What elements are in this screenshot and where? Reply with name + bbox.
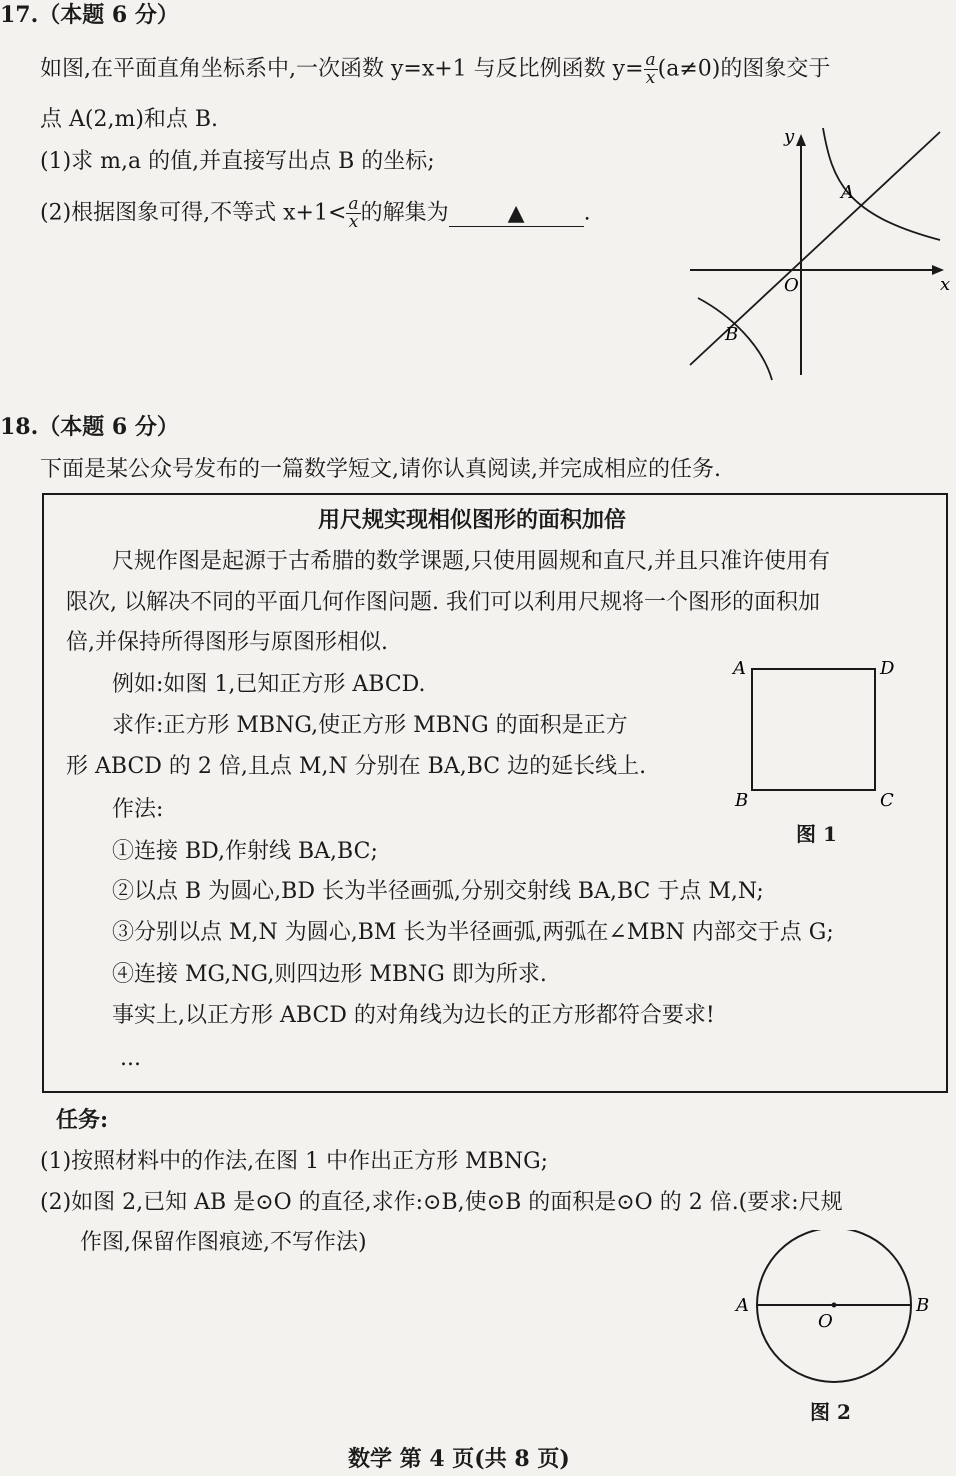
page-footer: 数学 第 4 页(共 8 页) — [348, 1446, 570, 1472]
article-fact: 事实上,以正方形 ABCD 的对角线为边长的正方形都符合要求! — [112, 1003, 715, 1028]
answer-blank[interactable] — [449, 202, 584, 227]
q18-title: 18.（本题 6 分） — [0, 414, 179, 440]
tasks-title: 任务: — [56, 1107, 109, 1133]
article-step2: ②以点 B 为圆心,BD 长为半径画弧,分别交射线 BA,BC 于点 M,N; — [112, 879, 764, 904]
fig2-label-o: O — [818, 1311, 833, 1332]
article-ellipsis: ... — [120, 1046, 141, 1071]
center-point — [832, 1303, 837, 1308]
article-step1: ①连接 BD,作射线 BA,BC; — [112, 839, 378, 864]
square-abcd — [752, 669, 875, 790]
q17-part2: (2)根据图象可得,不等式 x+1< $\frac{a}{x}$ 的解集为 ▲ . — [40, 194, 591, 232]
q17-fraction: $\frac{a}{x}$ — [645, 50, 656, 88]
q17-stem-b: (a≠0)的图象交于 — [657, 56, 831, 82]
fig1-label-a: A — [733, 658, 746, 679]
x-axis-label: x — [940, 274, 951, 295]
point-a-label: A — [841, 182, 854, 203]
q17-stem-a: 如图,在平面直角坐标系中,一次函数 y=x+1 与反比例函数 y= — [40, 56, 644, 82]
triangle-mark-icon: ▲ — [507, 200, 525, 226]
article-para1-line2: 限次, 以解决不同的平面几何作图问题. 我们可以利用尺规将一个图形的面积加 — [66, 590, 820, 615]
article-method: 作法: — [112, 797, 164, 822]
q17-title: 17.（本题 6 分） — [0, 2, 179, 28]
fig2-label-a: A — [736, 1295, 749, 1316]
fig1-label-d: D — [880, 658, 895, 679]
article-para1-line1: 尺规作图是起源于古希腊的数学课题,只使用圆规和直尺,并且只准许使用有 — [112, 549, 830, 574]
figure-2-circle — [730, 1230, 935, 1390]
figure-1-caption: 图 1 — [796, 822, 837, 846]
function-graph — [680, 120, 956, 385]
q17-part2-fraction: $\frac{a}{x}$ — [348, 194, 359, 232]
q17-stem-line2: 点 A(2,m)和点 B. — [40, 107, 219, 132]
article-task-line1: 求作:正方形 MBNG,使正方形 MBNG 的面积是正方 — [112, 713, 628, 738]
q17-part1: (1)求 m,a 的值,并直接写出点 B 的坐标; — [40, 149, 435, 174]
q17-stem — [40, 52, 830, 87]
article-example: 例如:如图 1,已知正方形 ABCD. — [112, 672, 426, 697]
fig2-label-b: B — [916, 1295, 930, 1316]
fig1-label-b: B — [735, 790, 749, 811]
fig1-label-c: C — [880, 790, 894, 811]
article-step3: ③分别以点 M,N 为圆心,BM 长为半径画弧,两弧在∠MBN 内部交于点 G; — [112, 920, 834, 945]
point-b-label: B — [725, 324, 739, 345]
figure-2-caption: 图 2 — [810, 1400, 851, 1424]
article-heading: 用尺规实现相似图形的面积加倍 — [318, 507, 627, 533]
task-2-line1: (2)如图 2,已知 AB 是⊙O 的直径,求作:⊙B,使⊙B 的面积是⊙O 的 2 倍.(要求:尺规 — [40, 1190, 843, 1215]
figure-1-square — [725, 655, 905, 815]
article-task-line2: 形 ABCD 的 2 倍,且点 M,N 分别在 BA,BC 边的延长线上. — [66, 754, 647, 779]
article-para1-line3: 倍,并保持所得图形与原图形相似. — [66, 630, 388, 655]
q18-intro: 下面是某公众号发布的一篇数学短文,请你认真阅读,并完成相应的任务. — [40, 457, 721, 482]
y-axis-label: y — [784, 126, 795, 147]
y-axis-arrow-icon — [796, 134, 806, 146]
origin-label: O — [784, 275, 799, 296]
task-2-line2: 作图,保留作图痕迹,不写作法) — [80, 1230, 367, 1255]
article-step4: ④连接 MG,NG,则四边形 MBNG 即为所求. — [112, 962, 547, 987]
task-1: (1)按照材料中的作法,在图 1 中作出正方形 MBNG; — [40, 1149, 549, 1174]
